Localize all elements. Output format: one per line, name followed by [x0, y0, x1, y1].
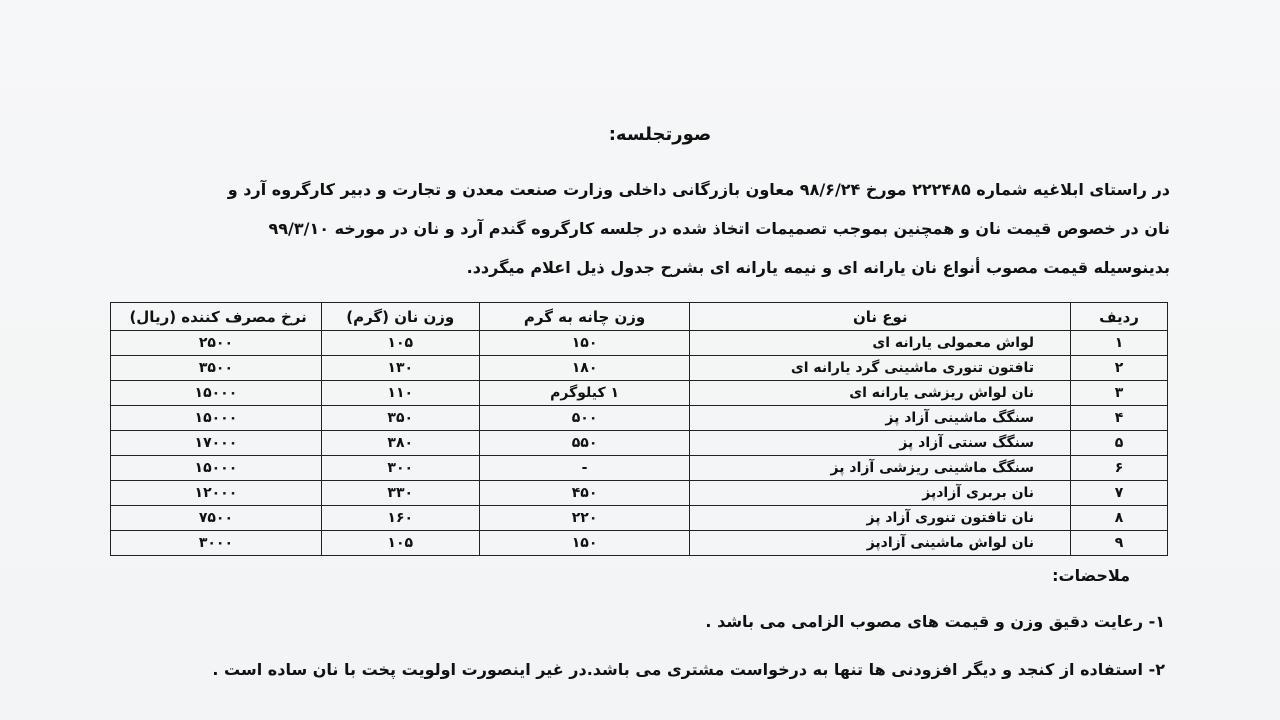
cell-dough-weight: ۱۸۰ — [479, 356, 690, 381]
cell-bread-type: تافتون تنوری ماشینی گرد یارانه ای — [690, 356, 1071, 381]
cell-row-number: ۳ — [1071, 381, 1168, 406]
cell-dough-weight: ۵۵۰ — [479, 431, 690, 456]
cell-bread-weight: ۳۸۰ — [321, 431, 479, 456]
header-bread-weight: وزن نان (گرم) — [321, 303, 479, 331]
table-row — [111, 356, 1168, 381]
cell-row-number: ۴ — [1071, 406, 1168, 431]
document-title-text: صورتجلسه: — [608, 124, 712, 145]
header-bread-type: نوع نان — [690, 303, 1071, 331]
cell-consumer-price: ۱۵۰۰۰ — [111, 406, 322, 431]
cell-bread-weight: ۳۵۰ — [321, 406, 479, 431]
table-row — [111, 506, 1168, 531]
notes-heading: ملاحضات: — [1052, 566, 1130, 585]
table-header-row — [111, 303, 1168, 331]
cell-row-number: ۷ — [1071, 481, 1168, 506]
cell-consumer-price: ۲۵۰۰ — [111, 331, 322, 356]
cell-bread-weight: ۱۰۵ — [321, 531, 479, 556]
cell-consumer-price: ۱۲۰۰۰ — [111, 481, 322, 506]
note-item: ۱- رعایت دقیق وزن و قیمت های مصوب الزامی می باشد . — [705, 612, 1165, 631]
bread-price-table — [110, 302, 1168, 556]
cell-dough-weight: ۵۰۰ — [479, 406, 690, 431]
cell-bread-type: سنگگ ماشینی ریزشی آزاد پز — [690, 456, 1071, 481]
cell-consumer-price: ۷۵۰۰ — [111, 506, 322, 531]
cell-bread-type: نان تافتون تنوری آزاد پز — [690, 506, 1071, 531]
table-row — [111, 381, 1168, 406]
cell-bread-weight: ۱۶۰ — [321, 506, 479, 531]
header-consumer-price: نرخ مصرف کننده (ریال) — [111, 303, 322, 331]
table-row — [111, 481, 1168, 506]
cell-bread-type: نان لواش ماشینی آزادپز — [690, 531, 1071, 556]
cell-bread-type: سنگگ سنتی آزاد پز — [690, 431, 1071, 456]
cell-bread-type: نان لواش ریزشی یارانه ای — [690, 381, 1071, 406]
cell-row-number: ۸ — [1071, 506, 1168, 531]
note-item: ۲- استفاده از کنجد و دیگر افزودنی ها تنها به درخواست مشتری می باشد.در غیر اینصورت اولویت پخت با نان ساده است . — [212, 660, 1165, 679]
cell-row-number: ۵ — [1071, 431, 1168, 456]
cell-dough-weight: ۱ کیلوگرم — [479, 381, 690, 406]
cell-row-number: ۶ — [1071, 456, 1168, 481]
cell-bread-type: سنگگ ماشینی آزاد پز — [690, 406, 1071, 431]
cell-dough-weight: ۱۵۰ — [479, 331, 690, 356]
cell-bread-type: نان بربری آزادپز — [690, 481, 1071, 506]
cell-bread-weight: ۱۳۰ — [321, 356, 479, 381]
paragraph-line: در راستای ابلاغیه شماره ۲۲۲۴۸۵ مورخ ۹۸/۶/۲۴ معاون بازرگانی داخلی وزارت صنعت معدن و تجارت و دبیر کارگروه آرد و — [227, 180, 1170, 199]
header-row-number: ردیف — [1071, 303, 1168, 331]
cell-bread-weight: ۱۰۵ — [321, 331, 479, 356]
cell-row-number: ۲ — [1071, 356, 1168, 381]
cell-consumer-price: ۳۵۰۰ — [111, 356, 322, 381]
intro-paragraph — [100, 170, 1170, 287]
cell-row-number: ۹ — [1071, 531, 1168, 556]
table-row — [111, 331, 1168, 356]
cell-consumer-price: ۱۷۰۰۰ — [111, 431, 322, 456]
table-row — [111, 406, 1168, 431]
document-title — [0, 124, 1280, 145]
cell-consumer-price: ۳۰۰۰ — [111, 531, 322, 556]
cell-consumer-price: ۱۵۰۰۰ — [111, 456, 322, 481]
cell-dough-weight: ۱۵۰ — [479, 531, 690, 556]
cell-row-number: ۱ — [1071, 331, 1168, 356]
cell-dough-weight: ۲۲۰ — [479, 506, 690, 531]
cell-consumer-price: ۱۵۰۰۰ — [111, 381, 322, 406]
table-row — [111, 531, 1168, 556]
paragraph-line: بدینوسیله قیمت مصوب أنواع نان یارانه ای و نیمه یارانه ای بشرح جدول ذیل اعلام میگردد. — [466, 258, 1170, 277]
table-row — [111, 456, 1168, 481]
cell-bread-weight: ۳۰۰ — [321, 456, 479, 481]
cell-bread-type: لواش معمولی یارانه ای — [690, 331, 1071, 356]
paragraph-line: نان در خصوص قیمت نان و همچنین بموجب تصمیمات اتخاذ شده در جلسه کارگروه گندم آرد و نان در مورخه ۹۹/۳/۱۰ — [268, 219, 1170, 238]
price-table-container — [110, 302, 1168, 556]
cell-bread-weight: ۱۱۰ — [321, 381, 479, 406]
table-row — [111, 431, 1168, 456]
cell-dough-weight: ۴۵۰ — [479, 481, 690, 506]
cell-bread-weight: ۳۳۰ — [321, 481, 479, 506]
header-dough-weight: وزن چانه به گرم — [479, 303, 690, 331]
cell-dough-weight: - — [479, 456, 690, 481]
